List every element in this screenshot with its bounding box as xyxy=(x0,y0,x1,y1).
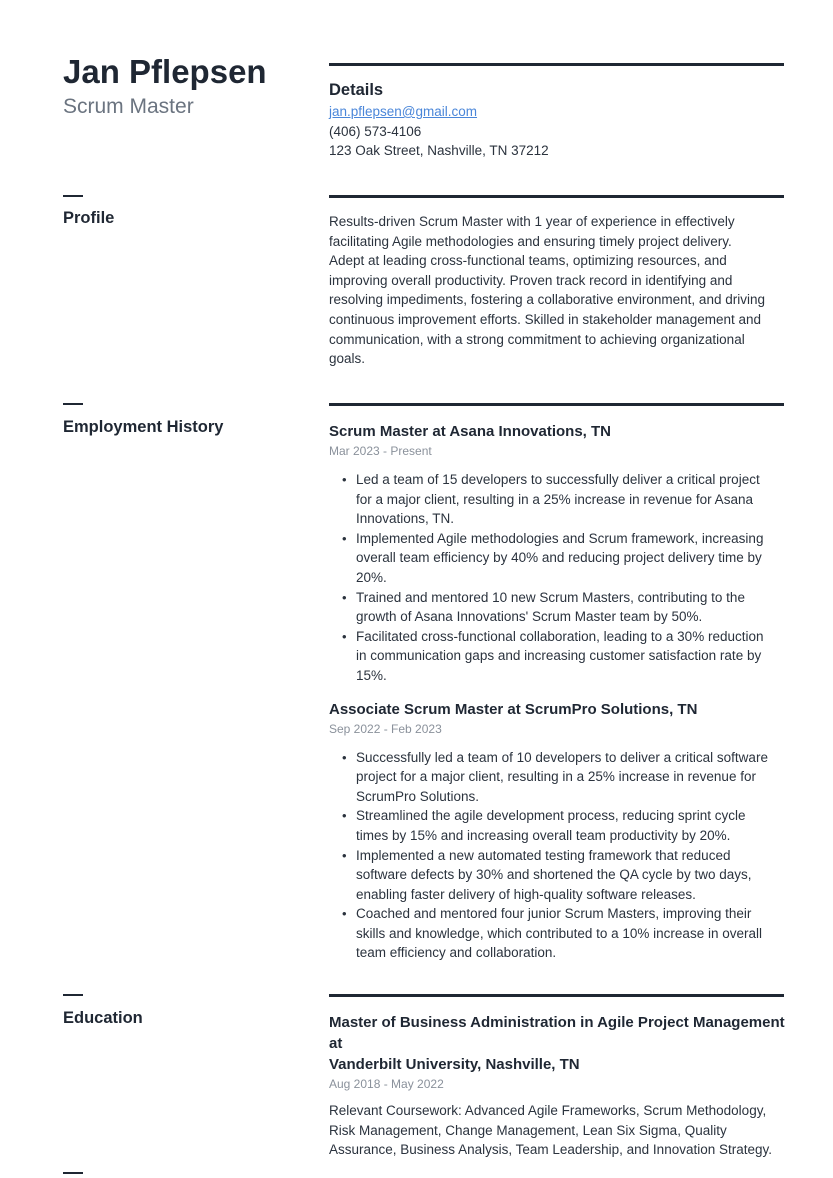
job-bullets xyxy=(329,470,787,686)
profile-heading: Profile xyxy=(63,209,115,227)
profile-line: facilitating Agile methodologies and ensuring timely project delivery. xyxy=(329,233,732,249)
job-title: Scrum Master at Asana Innovations, TN xyxy=(329,423,612,440)
profile-line: resolving impediments, fostering a collaborative environment, and driving xyxy=(329,292,765,308)
phone-number: (406) 573-4106 xyxy=(329,123,422,139)
bullet-item: • Led a team of 15 developers to successfully deliver a critical project for a major client, resulting in a 25% increase in revenue for Asana Innovations, TN. xyxy=(329,470,787,529)
profile-divider xyxy=(329,195,784,198)
address: 123 Oak Street, Nashville, TN 37212 xyxy=(329,143,549,158)
degree-line: Master of Business Administration in Agile Project Management at xyxy=(329,1014,785,1052)
profile-line: goals. xyxy=(329,351,366,367)
education-divider xyxy=(329,994,784,997)
coursework-line: Assurance, Business Analysis, Team Leadership, and Innovation Strategy. xyxy=(329,1142,773,1158)
details-heading: Details xyxy=(329,81,384,99)
bullet-item: • Streamlined the agile development process, reducing sprint cycle times by 15% and increasing overall team productivity by 20%. xyxy=(329,806,787,845)
coursework xyxy=(329,1101,787,1160)
job-dates: Mar 2023 - Present xyxy=(329,444,432,458)
candidate-name: Jan Pflepsen xyxy=(63,53,267,90)
bullet-item: • Implemented Agile methodologies and Scrum framework, increasing overall team efficiency by 40% and reducing project delivery time by 20%. xyxy=(329,529,787,588)
profile-line: Adept at leading cross-functional teams, optimizing resources, and xyxy=(329,253,727,269)
bullet-item: • Trained and mentored 10 new Scrum Masters, contributing to the growth of Asana Innovations' Scrum Master team by 50%. xyxy=(329,588,787,627)
details-divider xyxy=(329,63,784,66)
employment-heading: Employment History xyxy=(63,418,224,436)
next-section-dash xyxy=(63,1172,83,1174)
bullet-item: • Implemented a new automated testing framework that reduced software defects by 30% and shortened the QA cycle by two days, enabling faster delivery of high-quality software releases. xyxy=(329,846,787,905)
job-title: Associate Scrum Master at ScrumPro Solutions, TN xyxy=(329,700,698,718)
education-heading: Education xyxy=(63,1009,143,1027)
job-entry xyxy=(329,421,787,686)
bullet-item: • Facilitated cross-functional collaboration, leading to a 30% reduction in communication gaps and increasing customer satisfaction rate by 15%. xyxy=(329,627,787,686)
profile-line: communication, with a strong commitment to achieving organizational xyxy=(329,331,745,347)
degree-line: Vanderbilt University, Nashville, TN xyxy=(329,1056,580,1073)
education-dash xyxy=(63,994,83,996)
education-dates: Aug 2018 - May 2022 xyxy=(329,1077,444,1091)
employment-dash xyxy=(63,403,83,405)
profile-text xyxy=(329,212,787,369)
profile-dash xyxy=(63,195,83,197)
bullet-item: • Coached and mentored four junior Scrum Masters, improving their skills and knowledge, which contributed to a 10% increase in overall team efficiency and collaboration. xyxy=(329,904,787,963)
bullet-item: • Successfully led a team of 10 developers to deliver a critical software project for a major client, resulting in a 25% increase in revenue for ScrumPro Solutions. xyxy=(329,748,787,807)
profile-line: Results-driven Scrum Master with 1 year of experience in effectively xyxy=(329,214,735,229)
employment-section xyxy=(329,421,787,976)
profile-line: improving overall productivity. Proven track record in identifying and xyxy=(329,272,733,288)
job-bullets xyxy=(329,748,787,964)
details-section xyxy=(329,81,787,161)
job-entry xyxy=(329,699,787,964)
job-dates: Sep 2022 - Feb 2023 xyxy=(329,721,442,736)
email-link[interactable]: jan.pflepsen@gmail.com xyxy=(329,104,478,119)
employment-divider xyxy=(329,403,784,406)
coursework-line: Risk Management, Change Management, Lean Six Sigma, Quality xyxy=(329,1122,727,1138)
profile-line: continuous improvement efforts. Skilled in stakeholder management and xyxy=(329,311,761,327)
job-title-subtitle: Scrum Master xyxy=(63,95,194,118)
coursework-line: Relevant Coursework: Advanced Agile Frameworks, Scrum Methodology, xyxy=(329,1103,767,1118)
education-section xyxy=(329,1012,787,1160)
